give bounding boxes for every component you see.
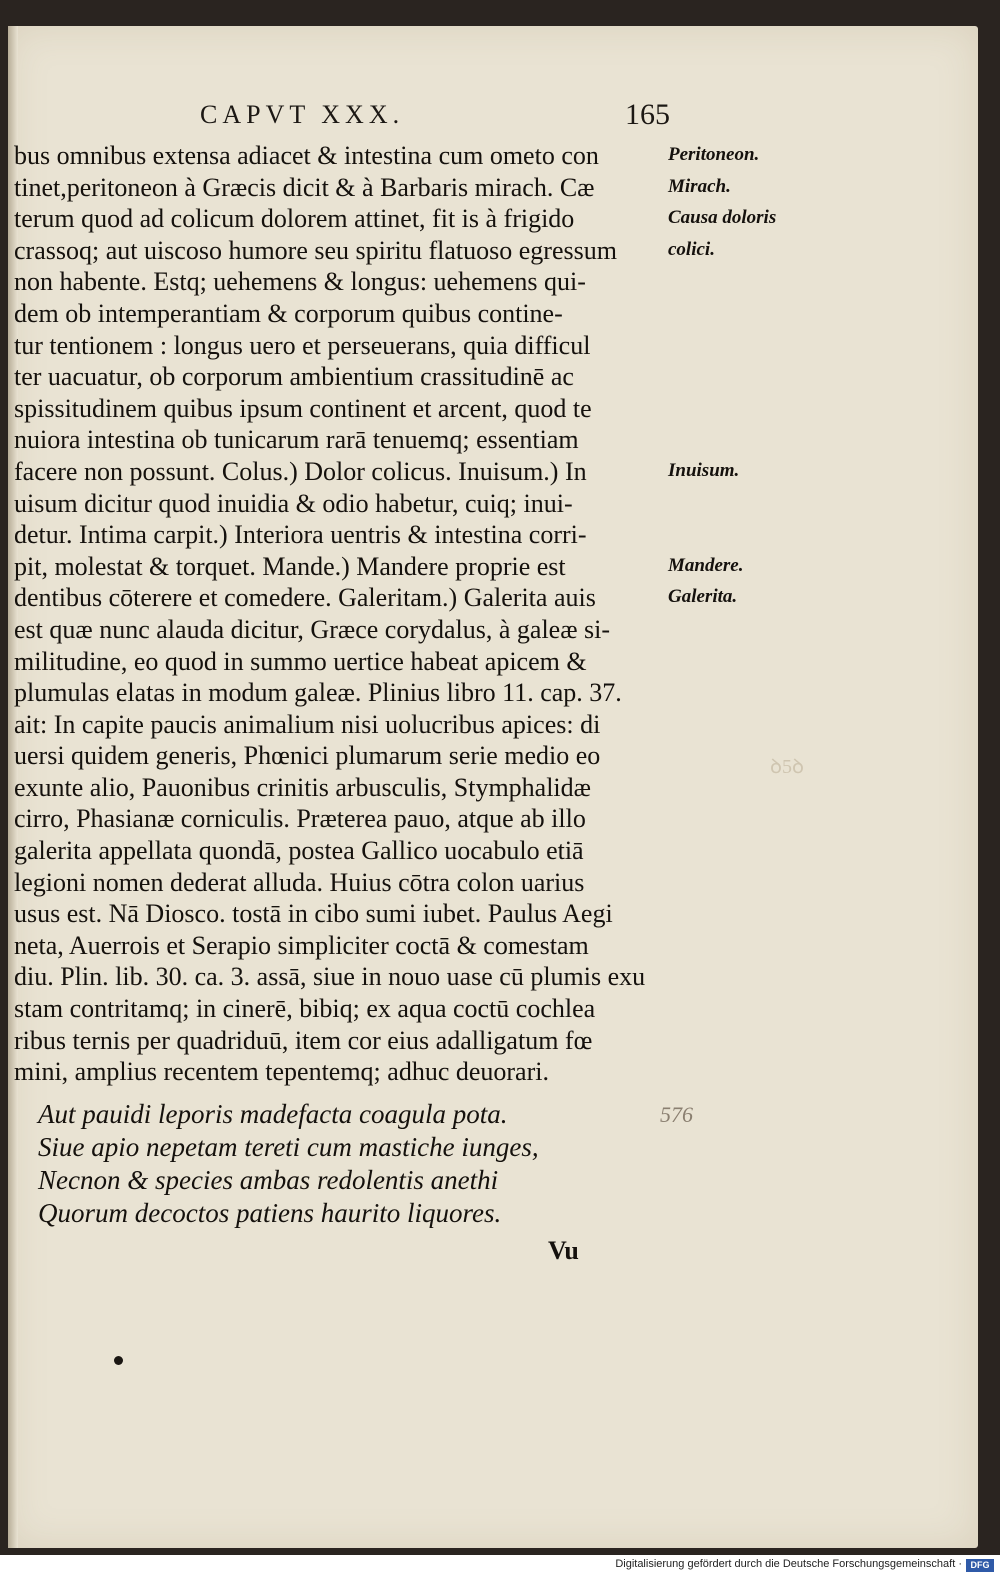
marginal-note: Inuisum. bbox=[668, 460, 740, 481]
text-line: spissitudinem quibus ipsum continent et arcent, quod te bbox=[14, 393, 592, 423]
text-line: mini, amplius recentem tepentemq; adhuc deuorari. bbox=[14, 1057, 549, 1087]
text-line: bus omnibus extensa adiacet & intestina cum ometo con bbox=[14, 141, 599, 170]
pencil-annotation: 576 bbox=[660, 1102, 693, 1127]
text-line: plumulas elatas in modum galeæ. Plinius libro 11. cap. 37. bbox=[14, 678, 622, 708]
catchword: Vu bbox=[548, 1236, 579, 1265]
text-line: terum quod ad colicum dolorem attinet, fit is à frigido bbox=[14, 204, 575, 234]
text-line: galerita appellata quondā, postea Gallico uocabulo etiā bbox=[14, 836, 584, 866]
text-line: pit, molestat & torquet. Mande.) Mandere proprie est bbox=[14, 551, 566, 581]
text-line: detur. Intima carpit.) Interiora uentris & intestina corri- bbox=[14, 520, 587, 550]
text-line: est quæ nunc alauda dicitur, Græce corydalus, à galeæ si- bbox=[14, 614, 611, 644]
digitization-footer bbox=[0, 1555, 1000, 1577]
funding-credit: Digitalisierung gefördert durch die Deutsche Forschungsgemeinschaft · bbox=[615, 1558, 962, 1570]
text-line: dentibus cōterere et comedere. Galeritam.) Galerita auis bbox=[14, 583, 596, 613]
text-line: uisum dicitur quod inuidia & odio habetur, cuiq; inui- bbox=[14, 488, 573, 518]
text-line: dem ob intemperantiam & corporum quibus contine- bbox=[14, 298, 563, 328]
text-line: exunte alio, Pauonibus crinitis arbusculis, Stymphalidæ bbox=[14, 772, 592, 802]
text-line: tinet,peritoneon à Græcis dicit & à Barbaris mirach. Cæ bbox=[14, 172, 595, 202]
marginal-note: Causa doloris bbox=[668, 207, 777, 229]
dfg-logo: DFG bbox=[966, 1559, 994, 1572]
text-line: facere non possunt. Colus.) Dolor colicus. Inuisum.) In bbox=[14, 456, 587, 486]
text-line: stam contritamq; in cinerē, bibiq; ex aqua coctū cochlea bbox=[14, 994, 596, 1024]
text-line: ait: In capite paucis animalium nisi uolucribus apices: di bbox=[14, 709, 601, 739]
text-line: uersi quidem generis, Phœnici plumarum serie medio eo bbox=[14, 741, 601, 771]
text-line: legioni nomen dederat alluda. Huius cōtra colon uarius bbox=[14, 867, 585, 897]
text-line: diu. Plin. lib. 30. ca. 3. assā, siue in nouo uase cū plumis exu bbox=[14, 962, 646, 992]
verse-line: Aut pauidi leporis madefacta coagula pota. bbox=[38, 1099, 508, 1129]
running-head: CAPVT XXX. bbox=[200, 100, 405, 129]
marginal-note: colici. bbox=[668, 238, 715, 260]
verse-block bbox=[38, 1098, 678, 1230]
ink-dot bbox=[114, 1356, 123, 1365]
faint-show-through-mark: ꝺ5ꝺ bbox=[770, 756, 804, 778]
text-line: neta, Auerrois et Serapio simpliciter coctā & comestam bbox=[14, 930, 589, 960]
text-line: cirro, Phasianæ corniculis. Præterea pauo, atque ab illo bbox=[14, 804, 586, 834]
marginal-note: Galerita. bbox=[668, 586, 738, 608]
marginal-note: Mirach. bbox=[668, 175, 731, 197]
text-line: tur tentionem : longus uero et perseuerans, quia difficul bbox=[14, 330, 591, 360]
marginal-note: Peritoneon. bbox=[668, 144, 760, 165]
text-line: usus est. Nā Diosco. tostā in cibo sumi iubet. Paulus Aegi bbox=[14, 899, 613, 929]
text-line: ter uacuatur, ob corporum ambientium crassitudinē ac bbox=[14, 362, 574, 392]
verse-line: Quorum decoctos patiens haurito liquores. bbox=[38, 1198, 502, 1228]
text-line: nuiora intestina ob tunicarum rarā tenuemq; essentiam bbox=[14, 425, 579, 455]
text-line: militudine, eo quod in summo uertice habeat apicem & bbox=[14, 646, 587, 676]
text-line: crassoq; aut uiscoso humore seu spiritu flatuoso egressum bbox=[14, 235, 617, 265]
marginal-note: Mandere. bbox=[668, 554, 744, 576]
verse-line: Necnon & species ambas redolentis anethi bbox=[38, 1165, 499, 1195]
commentary-text bbox=[14, 140, 664, 1088]
text-line: ribus ternis per quadriduū, item cor eius adalligatum fœ bbox=[14, 1025, 593, 1055]
page-header bbox=[200, 100, 670, 140]
page-number: 165 bbox=[625, 98, 670, 131]
text-line: non habente. Estq; uehemens & longus: uehemens qui- bbox=[14, 267, 586, 297]
verse-line: Siue apio nepetam tereti cum mastiche iunges, bbox=[38, 1132, 539, 1162]
